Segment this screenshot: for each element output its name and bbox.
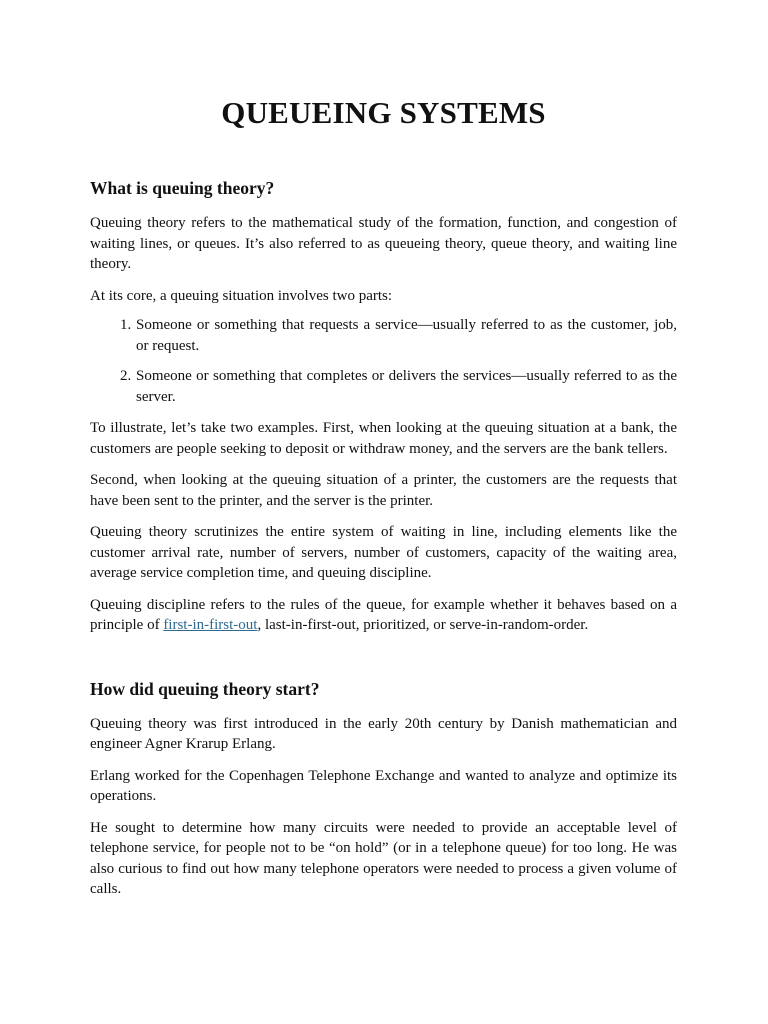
- paragraph-text: Queuing discipline refers to the rules of the queue, for example whether it behaves based on a principle of: [90, 596, 677, 633]
- page-title: QUEUEING SYSTEMS: [221, 95, 546, 130]
- list-item: 1. Someone or something that requests a service—usually referred to as the customer, job, or request.: [135, 315, 677, 356]
- paragraph: Queuing theory was first introduced in the early 20th century by Danish mathematician and engineer Agner Krarup Erlang.: [90, 715, 677, 752]
- numbered-list: [90, 315, 677, 407]
- document-page: [90, 0, 677, 900]
- paragraph: Queuing theory refers to the mathematical study of the formation, function, and congestion of waiting lines, or queues. It’s also referred to as queueing theory, queue theory, and waiting line theory.: [90, 215, 677, 272]
- paragraph: Erlang worked for the Copenhagen Telephone Exchange and wanted to analyze and optimize its operations.: [90, 767, 677, 804]
- list-item: 2. Someone or something that completes or delivers the services—usually referred to as the server.: [135, 366, 677, 407]
- section-heading-how-start: How did queuing theory start?: [90, 678, 320, 699]
- section-heading-what-is: What is queuing theory?: [90, 178, 275, 198]
- fifo-link[interactable]: first-in-first-out: [163, 617, 258, 633]
- paragraph: [90, 595, 677, 636]
- paragraph: At its core, a queuing situation involves two parts:: [90, 287, 393, 304]
- paragraph: To illustrate, let’s take two examples. First, when looking at the queuing situation at a bank, the customers are people seeking to deposit or withdraw money, and the servers are the bank tellers.: [90, 420, 677, 457]
- paragraph: Queuing theory scrutinizes the entire system of waiting in line, including elements like the customer arrival rate, number of servers, number of customers, capacity of the waiting area, average service completion time, and queuing discipline.: [90, 524, 677, 581]
- paragraph-text: , last-in-first-out, prioritized, or serve-in-random-order.: [257, 617, 589, 633]
- paragraph: He sought to determine how many circuits were needed to provide an acceptable level of telephone service, for people not to be “on hold” (or in a telephone queue) for too long. He was also curious to find out how many telephone operators were needed to process a given volume of calls.: [90, 819, 677, 897]
- paragraph: Second, when looking at the queuing situation of a printer, the customers are the requests that have been sent to the printer, and the server is the printer.: [90, 472, 677, 509]
